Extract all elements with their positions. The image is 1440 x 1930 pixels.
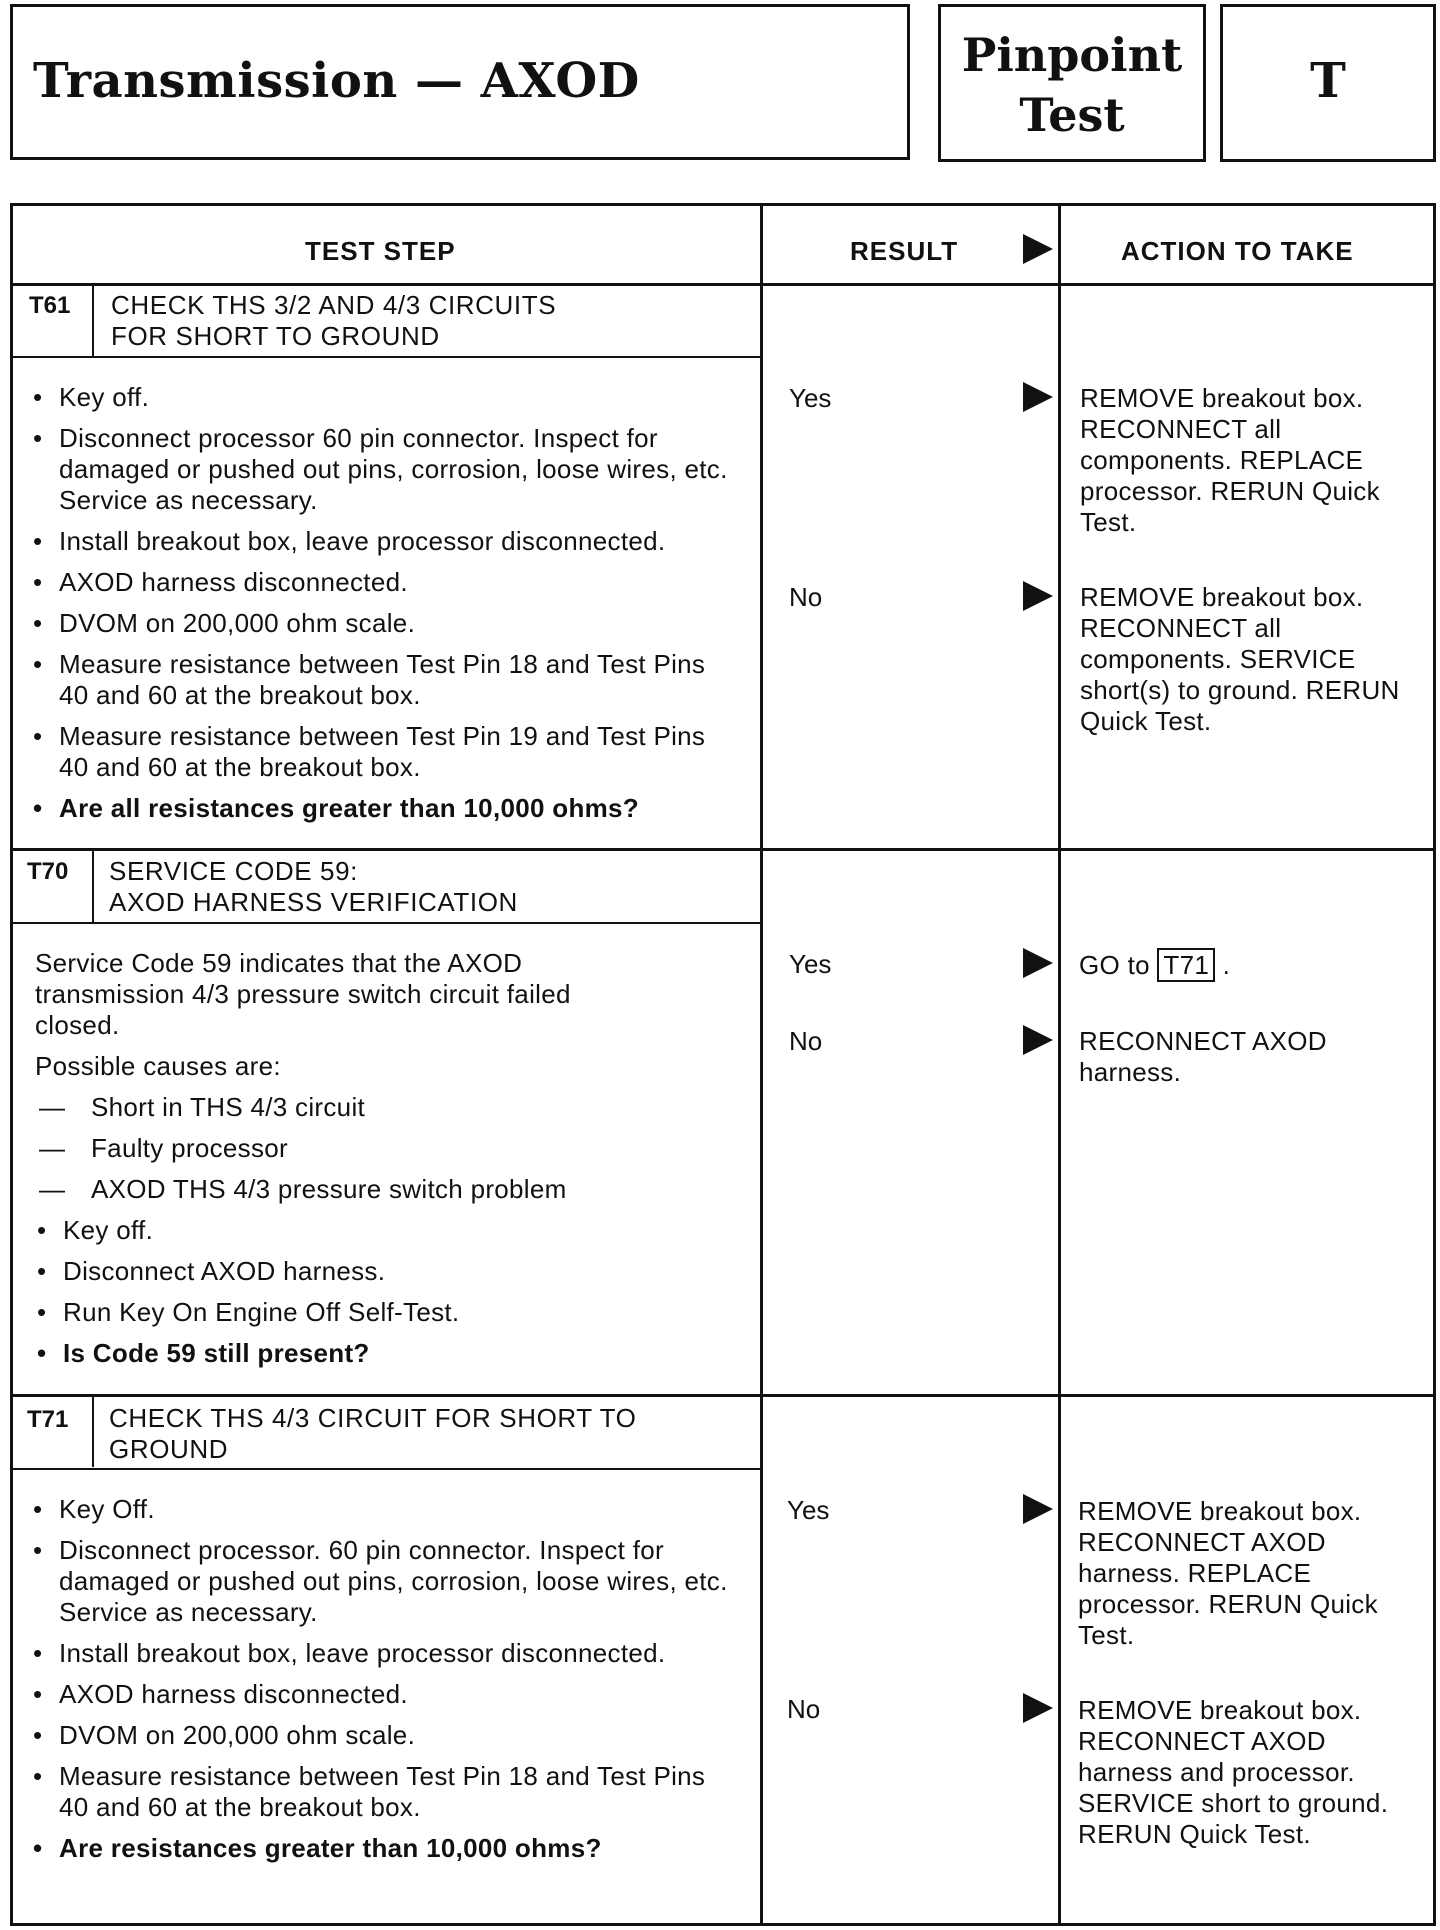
result-yes: Yes (789, 949, 832, 979)
step-instructions (31, 382, 731, 834)
step-title-divider (13, 356, 760, 358)
col-header-result: RESULT (850, 236, 959, 266)
title-box (10, 4, 910, 160)
step-question: • Are all resistances greater than 10,000 ohms? (31, 793, 731, 824)
step-id-divider (92, 1397, 94, 1467)
list-item: • Measure resistance between Test Pin 19 and Test Pins 40 and 60 at the breakout box. (31, 721, 731, 783)
col-header-test-step: TEST STEP (305, 236, 456, 266)
list-item: • AXOD harness disconnected. (31, 567, 731, 598)
cause-item: — Faulty processor (35, 1133, 735, 1164)
test-letter-box (1220, 4, 1436, 162)
action-no: REMOVE breakout box. RECONNECT all components. SERVICE short(s) to ground. RERUN Quick Test. (1080, 582, 1400, 736)
arrow-right-icon (1023, 1494, 1053, 1524)
test-letter: T (1310, 53, 1346, 109)
step-id-divider (92, 286, 94, 356)
result-yes: Yes (787, 1495, 830, 1525)
step-title-line: CHECK THS 4/3 CIRCUIT FOR SHORT TO (109, 1403, 637, 1433)
step-id: T71 (27, 1406, 69, 1433)
step-title-line: FOR SHORT TO GROUND (111, 321, 440, 351)
step-question: • Is Code 59 still present? (35, 1338, 735, 1369)
action-suffix: . (1222, 950, 1231, 980)
action-yes: REMOVE breakout box. RECONNECT all components. REPLACE processor. RERUN Quick Test. (1080, 383, 1380, 537)
header-divider (13, 283, 1433, 286)
action-no: REMOVE breakout box. RECONNECT AXOD harness and processor. SERVICE short to ground. RERUN Quick Test. (1078, 1695, 1389, 1849)
step-instructions (31, 1494, 731, 1874)
list-item: • Measure resistance between Test Pin 18 and Test Pins 40 and 60 at the breakout box. (31, 1761, 731, 1823)
step-instructions (35, 948, 735, 1379)
step-title-line: GROUND (109, 1434, 229, 1464)
col-header-action: ACTION TO TAKE (1121, 236, 1354, 266)
step-id: T70 (27, 858, 69, 885)
arrow-right-icon (1023, 382, 1053, 412)
section-divider (13, 1394, 1433, 1397)
causes-label: Possible causes are: (35, 1051, 281, 1081)
result-no: No (789, 1026, 823, 1056)
list-item: • Key off. (31, 382, 731, 413)
column-divider-1 (760, 206, 763, 1923)
pinpoint-line1: Pinpoint (961, 28, 1183, 82)
pinpoint-label (941, 25, 1203, 145)
step-title-line: AXOD HARNESS VERIFICATION (109, 887, 518, 917)
list-item: • Disconnect processor 60 pin connector. Inspect for damaged or pushed out pins, corrosion, loose wires, etc. Service as necessary. (31, 423, 731, 516)
section-divider (13, 848, 1433, 851)
column-divider-2 (1058, 206, 1061, 1923)
pinpoint-box (938, 4, 1206, 162)
arrow-right-icon (1023, 234, 1053, 264)
list-item: • AXOD harness disconnected. (31, 1679, 731, 1710)
step-title (109, 1403, 637, 1465)
action-go-to-label: GO to (1079, 950, 1150, 980)
action-yes (1079, 950, 1399, 981)
list-item: • Install breakout box, leave processor disconnected. (31, 526, 731, 557)
list-item: • DVOM on 200,000 ohm scale. (31, 608, 731, 639)
list-item: • Disconnect processor. 60 pin connector. Inspect for damaged or pushed out pins, corrosion, loose wires, etc. Service as necessary. (31, 1535, 731, 1628)
action-no: RECONNECT AXOD harness. (1079, 1026, 1327, 1087)
step-title (111, 290, 556, 352)
arrow-right-icon (1023, 1693, 1053, 1723)
cause-item: — AXOD THS 4/3 pressure switch problem (35, 1174, 735, 1205)
list-item: • Measure resistance between Test Pin 18 and Test Pins 40 and 60 at the breakout box. (31, 649, 731, 711)
result-yes: Yes (789, 383, 832, 413)
list-item: • Key Off. (31, 1494, 731, 1525)
arrow-right-icon (1023, 1025, 1053, 1055)
list-item: • DVOM on 200,000 ohm scale. (31, 1720, 731, 1751)
step-reference-t71[interactable]: T71 (1157, 948, 1215, 982)
list-item: • Key off. (35, 1215, 735, 1246)
step-id-divider (92, 851, 94, 922)
pinpoint-table (10, 203, 1436, 1926)
intro-text: Service Code 59 indicates that the AXOD transmission 4/3 pressure switch circuit failed closed. (35, 948, 571, 1040)
cause-item: — Short in THS 4/3 circuit (35, 1092, 735, 1123)
arrow-right-icon (1023, 948, 1053, 978)
action-yes: REMOVE breakout box. RECONNECT AXOD harness. REPLACE processor. RERUN Quick Test. (1078, 1496, 1378, 1650)
list-item: • Run Key On Engine Off Self-Test. (35, 1297, 735, 1328)
step-question: • Are resistances greater than 10,000 ohms? (31, 1833, 731, 1864)
step-title-divider (13, 922, 760, 924)
step-title-line: CHECK THS 3/2 AND 4/3 CIRCUITS (111, 290, 557, 320)
step-title (109, 856, 518, 918)
pinpoint-line2: Test (1019, 88, 1125, 142)
step-title-line: SERVICE CODE 59: (109, 856, 358, 886)
arrow-right-icon (1023, 581, 1053, 611)
result-no: No (787, 1694, 821, 1724)
step-id: T61 (29, 292, 71, 319)
result-no: No (789, 582, 823, 612)
page-title: Transmission — AXOD (33, 53, 640, 109)
list-item: • Install breakout box, leave processor disconnected. (31, 1638, 731, 1669)
step-title-divider (13, 1468, 760, 1470)
list-item: • Disconnect AXOD harness. (35, 1256, 735, 1287)
